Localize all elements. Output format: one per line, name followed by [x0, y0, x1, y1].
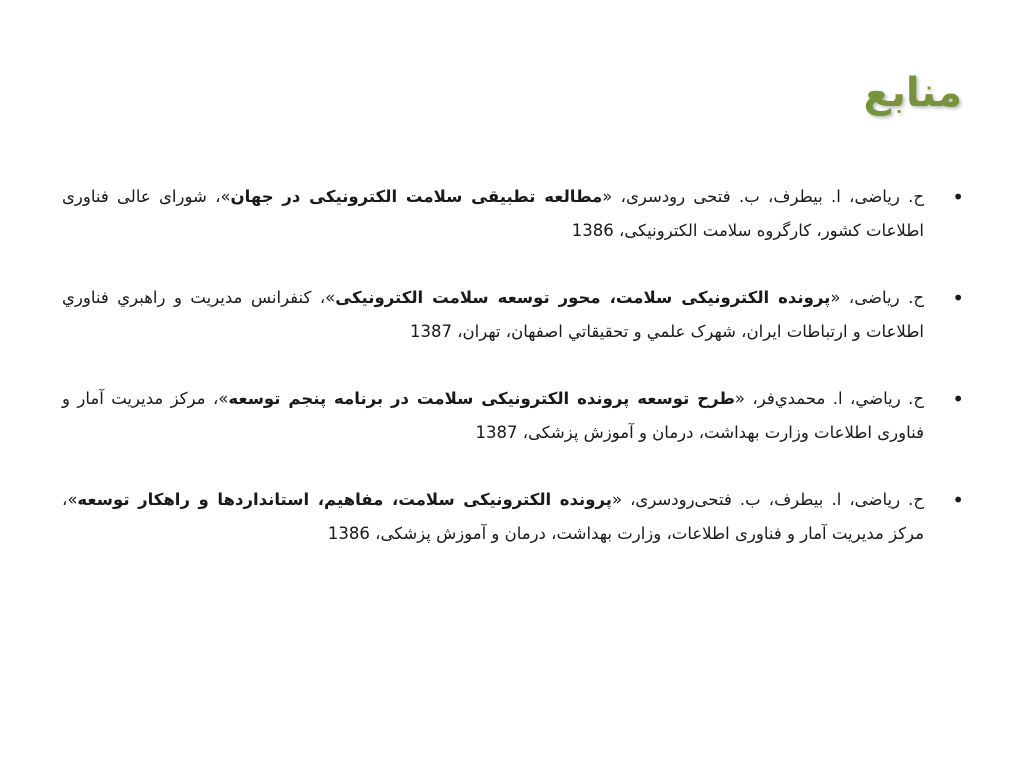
reference-text-after: »، شورای عالی فناوری اطلاعات کشور، کارگروه سلامت الکترونیکی، 1386: [62, 187, 924, 240]
bullet-icon: •: [952, 185, 964, 209]
reference-text-after: »، کنفرانس مدیریت و راهبري فناوري اطلاعات و ارتباطات ايران، شهرک علمي و تحقيقاتي اصفهان، تهران، 1387: [62, 288, 924, 341]
reference-text-after: »، مرکز مدیریت آمار و فناوری اطلاعات وزارت بهداشت، درمان و آموزش پزشکی، 1387: [62, 389, 924, 442]
reference-title: پرونده الکترونیکی سلامت، محور توسعه سلامت الکترونیکی: [335, 288, 831, 307]
bullet-icon: •: [952, 488, 964, 512]
reference-title: طرح توسعه پرونده الکترونیکی سلامت در برنامه پنجم توسعه: [228, 389, 735, 408]
slide-title: منابع: [863, 70, 962, 116]
reference-list: [62, 180, 964, 584]
reference-title: مطالعه تطبیقی سلامت الکترونیکی در جهان: [230, 187, 603, 206]
reference-text-before: ح. رياضی، ا. بيطرف، ب. فتحی‌رودسری، «: [611, 490, 925, 509]
bullet-icon: •: [952, 286, 964, 310]
reference-text-before: ح. رياضی، ا. بيطرف، ب. فتحی رودسری، «: [602, 187, 924, 206]
reference-text-after: »، مرکز مدیریت آمار و فناوری اطلاعات، وزارت بهداشت، درمان و آموزش پزشکی، 1386: [62, 490, 924, 543]
reference-item: [62, 483, 964, 551]
reference-text-before: ح. رياضی، «: [830, 288, 924, 307]
reference-title: پرونده الکترونیکی سلامت، مفاهیم، استانداردها و راهکار توسعه: [77, 490, 612, 509]
reference-item: [62, 382, 964, 450]
reference-text-before: ح. رياضي، ا. محمدي‌فر، «: [734, 389, 925, 408]
reference-item: [62, 281, 964, 349]
reference-item: [62, 180, 964, 248]
bullet-icon: •: [952, 387, 964, 411]
